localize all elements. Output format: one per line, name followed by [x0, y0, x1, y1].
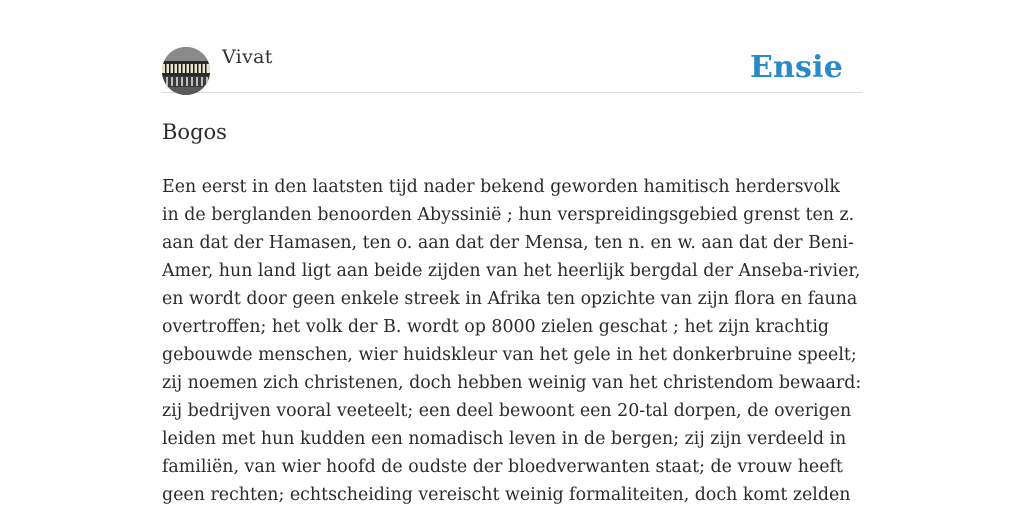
- bookshelf-icon: [162, 47, 210, 95]
- source-name-link[interactable]: Vivat: [222, 46, 273, 68]
- brand-logo[interactable]: Ensie: [749, 50, 843, 85]
- header: [162, 0, 862, 93]
- article-body: Een eerst in den laatsten tijd nader bekend geworden hamitisch herdersvolk in de berglanden benoorden Abyssinië ; hun verspreidingsgebied grenst ten z. aan dat der Hamasen, ten o. aan dat der Mensa, ten n. en w. aan dat der Beni-Amer, hun land ligt aan beide zijden van het heerlijk bergdal der Anseba-rivier, en wordt door geen enkele streek in Afrika ten opzichte van zijn flora en fauna overtroffen; het volk der B. wordt op 8000 zielen geschat ; het zijn krachtig gebouwde menschen, wier huidskleur van het gele in het donkerbruine speelt; zij noemen zich christenen, doch hebben weinig van het christendom bewaard: zij bedrijven vooral veeteelt; een deel bewoont een 20-tal dorpen, de overigen leiden met hun kudden een nomadisch leven in de bergen; zij zijn verdeeld in familiën, van wier hoofd de oudste der bloedverwanten staat; de vrouw heeft geen rechten; echtscheiding vereischt weinig formaliteiten, doch komt zelden: [162, 177, 862, 505]
- page-container: [162, 0, 862, 512]
- page-title: Bogos: [162, 120, 227, 144]
- avatar[interactable]: [162, 47, 210, 95]
